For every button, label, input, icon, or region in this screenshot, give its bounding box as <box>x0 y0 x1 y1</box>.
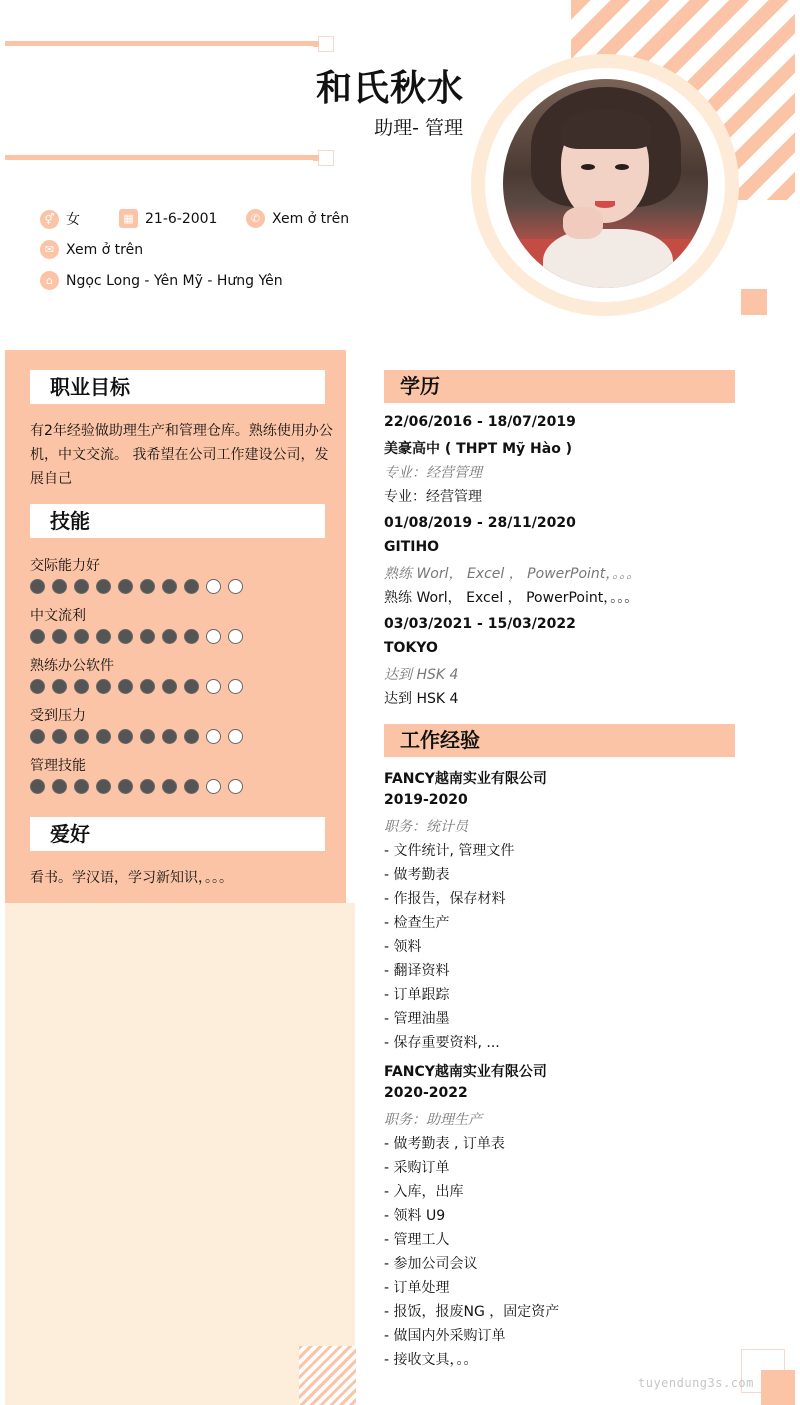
rating-dot-filled <box>52 679 67 694</box>
education-detail: 专业：经营管理 <box>384 489 482 505</box>
rating-dot-filled <box>184 729 199 744</box>
decorative-square <box>761 1370 795 1405</box>
gender-info: ⚥ 女 <box>40 209 80 229</box>
objective-text: 有2年经验做助理生产和管理仓库。熟练使用办公机，中文交流。 我希望在公司工作建设公司，发展自己 <box>30 423 333 487</box>
education-detail: 熟练 Worl， Excel ， PowerPoint，。。。 <box>384 590 639 606</box>
left-column-bottom <box>5 903 355 1405</box>
job-duty: - 订单跟踪 <box>384 987 450 1003</box>
rating-dot-filled <box>118 629 133 644</box>
job-duty: - 检查生产 <box>384 915 450 931</box>
job-duty: - 报饭，报废NG ，固定资产 <box>384 1304 560 1320</box>
rating-dot-filled <box>118 779 133 794</box>
rating-dot-filled <box>96 679 111 694</box>
birthday-info: ▦ 21-6-2001 <box>119 209 217 228</box>
skill-name: 受到压力 <box>30 708 86 724</box>
decorative-line <box>5 41 330 46</box>
skill-rating <box>30 729 250 744</box>
rating-dot-filled <box>162 729 177 744</box>
rating-dot-filled <box>30 629 45 644</box>
rating-dot-filled <box>118 679 133 694</box>
job-title: 助理- 管理 <box>374 117 463 139</box>
job-period: 2020-2022 <box>384 1085 468 1101</box>
phone-icon: ✆ <box>246 209 265 228</box>
job-duty: - 做考勤表 <box>384 867 450 883</box>
job-duty: - 管理工人 <box>384 1232 450 1248</box>
job-duty: - 订单处理 <box>384 1280 450 1296</box>
education-period: 03/03/2021 - 15/03/2022 <box>384 616 576 632</box>
rating-dot-filled <box>74 779 89 794</box>
decorative-stripes <box>299 1346 356 1405</box>
education-major: 熟练 Worl， Excel ， PowerPoint，。。。 <box>384 566 641 582</box>
rating-dot-empty <box>228 679 243 694</box>
hobbies-text: 看书。学汉语，学习新知识，。。。 <box>30 870 233 886</box>
rating-dot-empty <box>206 779 221 794</box>
rating-dot-empty <box>206 629 221 644</box>
hobbies-heading: 爱好 <box>30 817 325 851</box>
education-detail: 达到 HSK 4 <box>384 691 459 707</box>
skill-name: 中文流利 <box>30 608 86 624</box>
rating-dot-filled <box>30 779 45 794</box>
education-major: 达到 HSK 4 <box>384 667 459 683</box>
rating-dot-filled <box>96 629 111 644</box>
rating-dot-filled <box>30 679 45 694</box>
address-info: ⌂ Ngọc Long - Yên Mỹ - Hưng Yên <box>40 271 283 290</box>
rating-dot-empty <box>228 629 243 644</box>
home-icon: ⌂ <box>40 271 59 290</box>
rating-dot-filled <box>52 729 67 744</box>
rating-dot-filled <box>118 579 133 594</box>
rating-dot-empty <box>206 729 221 744</box>
rating-dot-filled <box>184 679 199 694</box>
skill-rating <box>30 679 250 694</box>
avatar <box>503 79 708 288</box>
rating-dot-empty <box>206 679 221 694</box>
calendar-icon: ▦ <box>119 209 138 228</box>
skill-rating <box>30 579 250 594</box>
skill-rating <box>30 629 250 644</box>
rating-dot-filled <box>162 579 177 594</box>
job-duty: - 文件统计, 管理文件 <box>384 843 515 859</box>
skill-name: 管理技能 <box>30 758 86 774</box>
job-duty: - 翻译资料 <box>384 963 450 979</box>
rating-dot-filled <box>74 679 89 694</box>
education-major: 专业：经营管理 <box>384 465 482 481</box>
job-duty: - 做国内外采购订单 <box>384 1328 506 1344</box>
phone-info: ✆ Xem ở trên <box>246 209 349 228</box>
education-heading: 学历 <box>384 370 735 403</box>
job-duty: - 接收文具，。。 <box>384 1352 478 1368</box>
job-duty: - 作报告，保存材料 <box>384 891 506 907</box>
job-duty: - 入库，出库 <box>384 1184 464 1200</box>
rating-dot-filled <box>162 629 177 644</box>
gender-icon: ⚥ <box>40 210 59 229</box>
job-company: FANCY越南实业有限公司 <box>384 771 547 787</box>
objective-heading: 职业目标 <box>30 370 325 404</box>
watermark: tuyendung3s.com <box>638 1376 754 1390</box>
job-duty: - 领料 <box>384 939 422 955</box>
education-school: GITIHO <box>384 539 440 555</box>
skill-rating <box>30 779 250 794</box>
job-duty: - 保存重要资料, ... <box>384 1035 500 1051</box>
rating-dot-filled <box>52 579 67 594</box>
job-role: 职务：助理生产 <box>384 1112 482 1128</box>
job-role: 职务：统计员 <box>384 819 468 835</box>
rating-dot-empty <box>228 729 243 744</box>
job-duty: - 采购订单 <box>384 1160 450 1176</box>
rating-dot-filled <box>118 729 133 744</box>
email-icon: ✉ <box>40 240 59 259</box>
skill-name: 交际能力好 <box>30 558 100 574</box>
rating-dot-filled <box>52 629 67 644</box>
rating-dot-filled <box>96 579 111 594</box>
skill-name: 熟练办公软件 <box>30 658 114 674</box>
rating-dot-filled <box>52 779 67 794</box>
education-period: 01/08/2019 - 28/11/2020 <box>384 515 576 531</box>
decorative-square <box>741 289 767 315</box>
education-school: 美豪高中 ( THPT Mỹ Hào ) <box>384 441 573 457</box>
rating-dot-empty <box>206 579 221 594</box>
education-school: TOKYO <box>384 640 438 656</box>
rating-dot-empty <box>228 779 243 794</box>
rating-dot-filled <box>74 629 89 644</box>
education-period: 22/06/2016 - 18/07/2019 <box>384 414 576 430</box>
rating-dot-filled <box>30 729 45 744</box>
rating-dot-filled <box>162 779 177 794</box>
rating-dot-filled <box>184 779 199 794</box>
email-info: ✉ Xem ở trên <box>40 240 143 259</box>
job-company: FANCY越南实业有限公司 <box>384 1064 547 1080</box>
rating-dot-filled <box>140 729 155 744</box>
rating-dot-filled <box>140 579 155 594</box>
rating-dot-filled <box>74 729 89 744</box>
job-duty: - 领料 U9 <box>384 1208 446 1224</box>
skills-heading: 技能 <box>30 504 325 538</box>
rating-dot-filled <box>162 679 177 694</box>
rating-dot-filled <box>96 779 111 794</box>
rating-dot-filled <box>30 579 45 594</box>
job-period: 2019-2020 <box>384 792 468 808</box>
experience-heading: 工作经验 <box>384 724 735 757</box>
rating-dot-empty <box>228 579 243 594</box>
job-duty: - 参加公司会议 <box>384 1256 478 1272</box>
job-duty: - 管理油墨 <box>384 1011 450 1027</box>
decorative-line <box>5 155 330 160</box>
job-duty: - 做考勤表 , 订单表 <box>384 1136 505 1152</box>
rating-dot-filled <box>184 579 199 594</box>
rating-dot-filled <box>74 579 89 594</box>
rating-dot-filled <box>96 729 111 744</box>
rating-dot-filled <box>140 679 155 694</box>
rating-dot-filled <box>140 779 155 794</box>
candidate-name: 和氏秋水 <box>315 68 464 109</box>
rating-dot-filled <box>184 629 199 644</box>
rating-dot-filled <box>140 629 155 644</box>
